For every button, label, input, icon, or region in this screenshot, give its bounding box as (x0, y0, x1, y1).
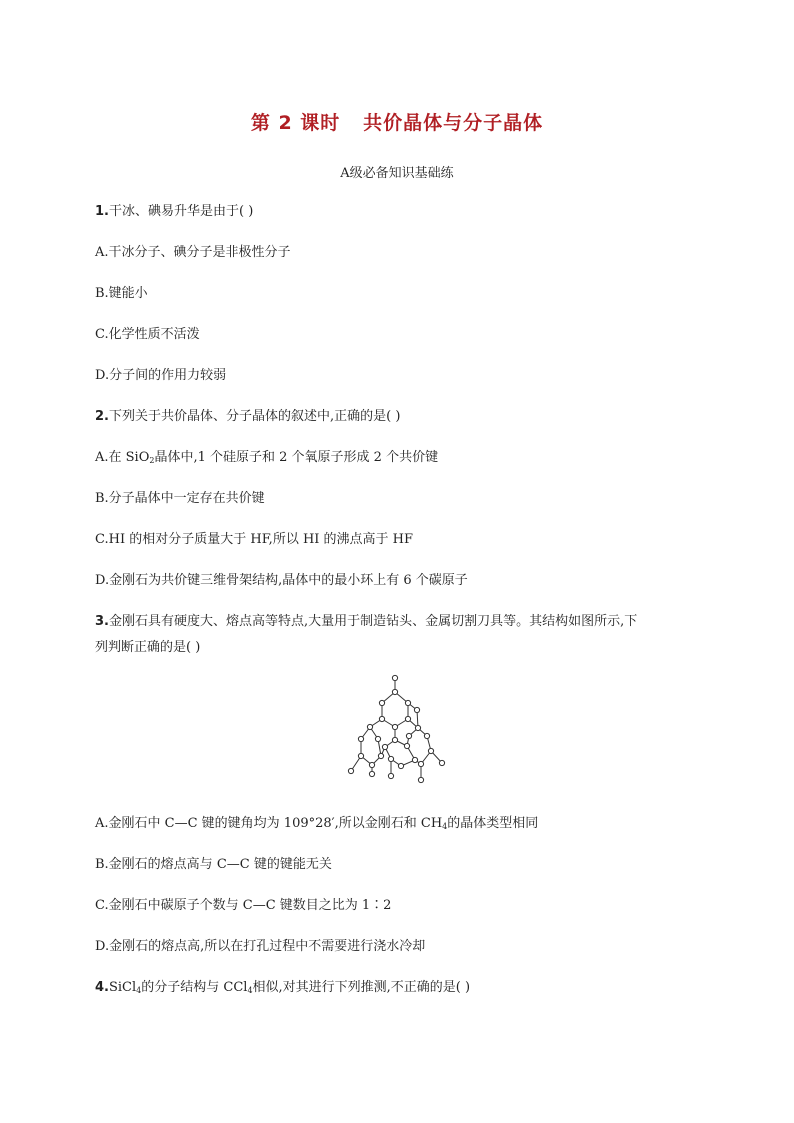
question-3-option-b: B.金刚石的熔点高与 C—C 键的键能无关 (95, 857, 332, 872)
question-1-option-b: B.键能小 (95, 286, 148, 301)
question-text: 下列关于共价晶体、分子晶体的叙述中,正确的是( ) (108, 409, 401, 424)
question-1-stem (95, 203, 253, 221)
question-text: 金刚石具有硬度大、熔点高等特点,大量用于制造钻头、金属切割刀具等。其结构如图所示,下 (108, 614, 638, 629)
page-title: 第 2 课时 共价晶体与分子晶体 (250, 112, 544, 134)
question-1-option-c: C.化学性质不活泼 (95, 327, 200, 342)
question-3-stem-line-2: 列判断正确的是( ) (95, 640, 201, 655)
question-number: 2. (95, 409, 109, 424)
question-number: 3. (95, 614, 109, 629)
question-3-option-d: D.金刚石的熔点高,所以在打孔过程中不需要进行浇水冷却 (95, 939, 426, 954)
question-number: 1. (95, 204, 109, 219)
question-2-option-b: B.分子晶体中一定存在共价键 (95, 491, 265, 506)
question-2-option-c: C.HI 的相对分子质量大于 HF,所以 HI 的沸点高于 HF (95, 532, 414, 547)
question-2-option-a: A.在 SiO$_2$晶体中,1 个硅原子和 2 个氧原子形成 2 个共价键 (95, 450, 439, 465)
question-3-stem-line-1 (95, 613, 637, 631)
question-2-option-d: D.金刚石为共价键三维骨架结构,晶体中的最小环上有 6 个碳原子 (95, 573, 468, 588)
question-1-option-d: D.分子间的作用力较弱 (95, 368, 227, 383)
question-3-option-c: C.金刚石中碳原子个数与 C—C 键数目之比为 1∶2 (95, 898, 392, 913)
question-text: 干冰、碘易升华是由于( ) (108, 204, 254, 219)
section-subtitle: A级必备知识基础练 (340, 166, 454, 181)
question-number: 4. (95, 980, 109, 995)
diamond-structure-diagram (345, 672, 449, 784)
question-3-option-a: A.金刚石中 C—C 键的键角均为 109°28′,所以金刚石和 $CH_4$的晶体类型相同 (95, 816, 539, 831)
question-4-stem: 4.SiCl$_4$的分子结构与 CCl$_4$相似,对其进行下列推测,不正确的是( ) (95, 980, 471, 995)
diamond-structure-icon (345, 672, 449, 784)
question-2-stem (95, 408, 400, 426)
question-1-option-a: A.干冰分子、碘分子是非极性分子 (95, 245, 291, 260)
